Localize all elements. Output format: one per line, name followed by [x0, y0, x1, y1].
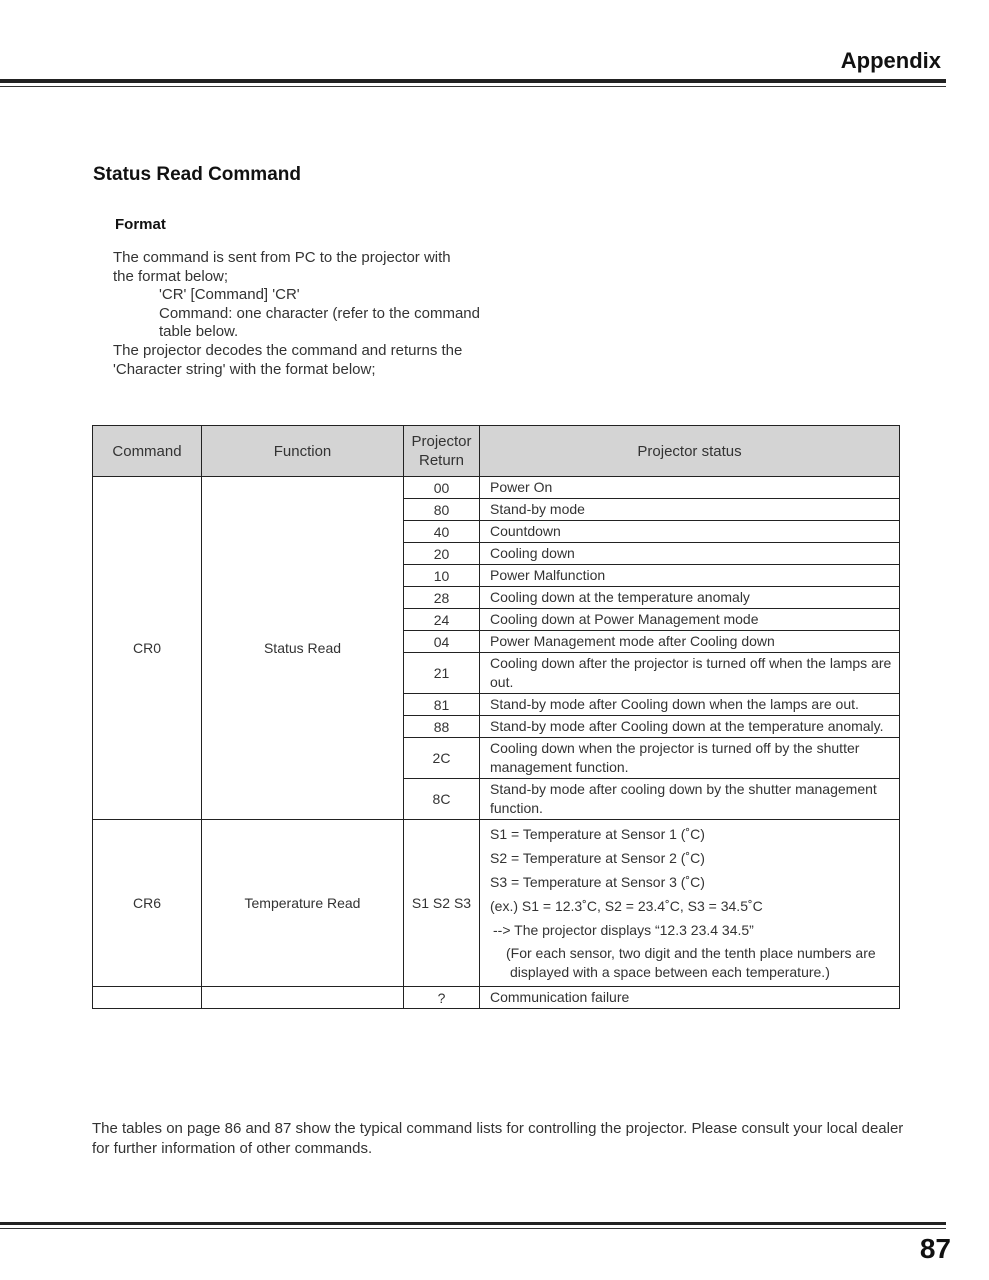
header-projector-return [404, 426, 480, 477]
table-row [93, 477, 900, 499]
table-header-row [93, 426, 900, 477]
temp-note-line2: displayed with a space between each temperature.) [510, 964, 830, 980]
header-return-line1: Projector [411, 433, 472, 450]
failure-status: Communication failure [480, 987, 900, 1009]
status-text: Power Management mode after Cooling down [480, 631, 900, 653]
status-text: Power Malfunction [480, 565, 900, 587]
return-code: 80 [404, 499, 480, 521]
temp-line: S3 = Temperature at Sensor 3 (˚C) [490, 874, 705, 890]
intro-line: table below. [159, 323, 239, 341]
return-code: 20 [404, 543, 480, 565]
return-code: 88 [404, 716, 480, 738]
header-function: Function [202, 426, 404, 477]
format-subtitle: Format [115, 216, 166, 233]
table-row-temperature [93, 820, 900, 987]
return-code: 10 [404, 565, 480, 587]
temp-line: S2 = Temperature at Sensor 2 (˚C) [490, 850, 705, 866]
return-code: 21 [404, 653, 480, 694]
page-number: 87 [919, 1233, 951, 1264]
failure-return: ? [404, 987, 480, 1009]
temp-note-line1: (For each sensor, two digit and the tenth place numbers are [506, 945, 876, 961]
intro-line: Command: one character (refer to the command [159, 304, 480, 322]
return-code: 28 [404, 587, 480, 609]
status-text: Countdown [480, 521, 900, 543]
intro-line: The command is sent from PC to the projector with [113, 249, 451, 266]
return-code: 81 [404, 694, 480, 716]
status-text: Stand-by mode after Cooling down at the temperature anomaly. [480, 716, 900, 738]
cr6-return: S1 S2 S3 [404, 820, 480, 987]
status-command-table [92, 425, 900, 1009]
status-text: Cooling down after the projector is turned off when the lamps are out. [480, 653, 900, 694]
page-header-title: Appendix [840, 48, 941, 73]
return-code: 00 [404, 477, 480, 499]
status-text: Cooling down [480, 543, 900, 565]
section-title: Status Read Command [93, 164, 301, 185]
footer-rule-thin [0, 1228, 946, 1229]
footer-note: The tables on page 86 and 87 show the typical command lists for controlling the projector. Please consult your local dealer for further information of other commands. [92, 1120, 904, 1157]
header-rule-thin [0, 86, 946, 87]
status-text: Cooling down when the projector is turned off by the shutter management function. [480, 738, 900, 779]
intro-line: The projector decodes the command and returns the [113, 341, 463, 359]
status-text: Power On [480, 477, 900, 499]
cr0-function: Status Read [202, 477, 404, 820]
status-text: Cooling down at the temperature anomaly [480, 587, 900, 609]
temp-line: (ex.) S1 = 12.3˚C, S2 = 23.4˚C, S3 = 34.5˚C [490, 898, 763, 914]
return-code: 2C [404, 738, 480, 779]
return-code: 24 [404, 609, 480, 631]
return-code: 40 [404, 521, 480, 543]
failure-function-empty [202, 987, 404, 1009]
status-text: Cooling down at Power Management mode [480, 609, 900, 631]
intro-line: 'CR' [Command] 'CR' [159, 286, 300, 304]
failure-command-empty [93, 987, 202, 1009]
return-code: 04 [404, 631, 480, 653]
status-text: Stand-by mode [480, 499, 900, 521]
cr6-status [480, 820, 900, 987]
cr6-function: Temperature Read [202, 820, 404, 987]
header-projector-status: Projector status [480, 426, 900, 477]
footer-rule-thick [0, 1222, 946, 1225]
cr0-command: CR0 [93, 477, 202, 820]
header-return-line2: Return [418, 452, 465, 469]
header-command: Command [93, 426, 202, 477]
status-text: Stand-by mode after Cooling down when the lamps are out. [480, 694, 900, 716]
temp-line: --> The projector displays “12.3 23.4 34.5” [493, 922, 754, 938]
header-rule-thick [0, 79, 946, 83]
format-description [113, 249, 480, 379]
table-row-failure [93, 987, 900, 1009]
intro-line: the format below; [113, 267, 229, 285]
return-code: 8C [404, 779, 480, 820]
intro-line: 'Character string' with the format below; [113, 360, 376, 378]
temp-line: S1 = Temperature at Sensor 1 (˚C) [490, 826, 705, 842]
status-text: Stand-by mode after cooling down by the shutter management function. [480, 779, 900, 820]
cr6-command: CR6 [93, 820, 202, 987]
